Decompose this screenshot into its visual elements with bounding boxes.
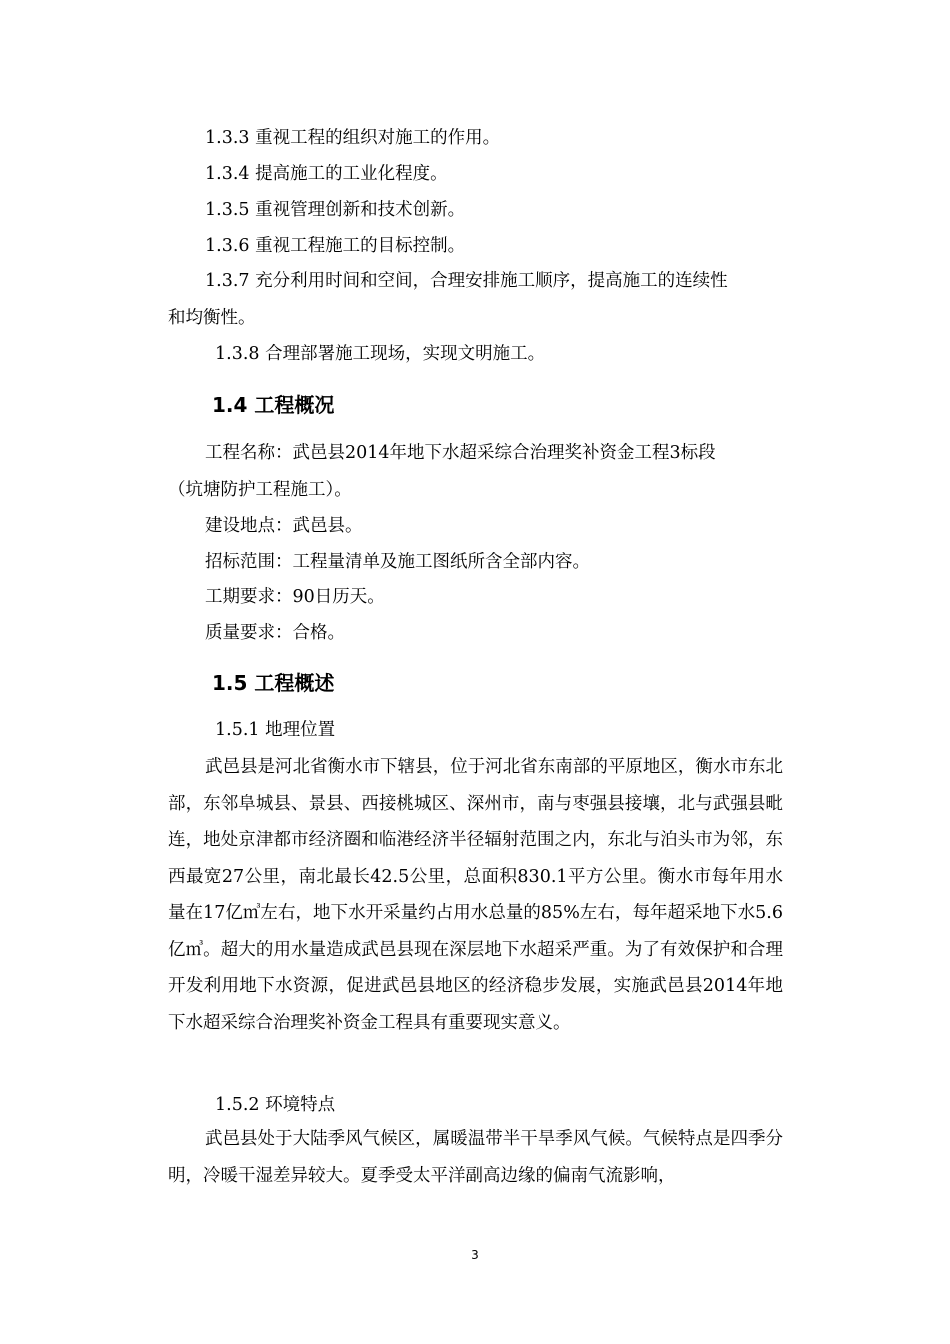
item-1-3-5: 1.3.5 重视管理创新和技术创新。 (205, 200, 466, 220)
page-number: 3 (471, 1248, 479, 1262)
section-1-4-heading: 1.4 工程概况 (212, 393, 335, 417)
project-name-line-2: （坑塘防护工程施工）。 (168, 480, 352, 500)
item-1-3-6: 1.3.6 重视工程施工的目标控制。 (205, 236, 466, 256)
item-1-3-3: 1.3.3 重视工程的组织对施工的作用。 (205, 128, 501, 148)
subsection-1-5-2-heading: 1.5.2 环境特点 (215, 1095, 336, 1115)
section-1-5-heading: 1.5 工程概述 (212, 671, 335, 695)
item-1-3-4: 1.3.4 提高施工的工业化程度。 (205, 164, 448, 184)
item-1-3-7-continued: 和均衡性。 (168, 308, 256, 328)
project-name-line-1: 工程名称：武邑县2014年地下水超采综合治理奖补资金工程3标段 (205, 443, 716, 463)
bidding-scope: 招标范围：工程量清单及施工图纸所含全部内容。 (205, 552, 590, 572)
construction-location: 建设地点：武邑县。 (205, 516, 363, 536)
quality-requirement: 质量要求：合格。 (205, 623, 345, 643)
item-1-3-7: 1.3.7 充分利用时间和空间，合理安排施工顺序，提高施工的连续性 (205, 271, 728, 291)
item-1-3-8: 1.3.8 合理部署施工现场，实现文明施工。 (215, 344, 546, 364)
subsection-1-5-1-heading: 1.5.1 地理位置 (215, 720, 336, 740)
environment-paragraph: 武邑县处于大陆季风气候区，属暖温带半干旱季风气候。气候特点是四季分明，冷暖干湿差异较大。夏季受太平洋副高边缘的偏南气流影响， (168, 1129, 783, 1186)
duration-requirement: 工期要求：90日历天。 (205, 587, 385, 607)
geographic-location-paragraph: 武邑县是河北省衡水市下辖县，位于河北省东南部的平原地区，衡水市东北部，东邻阜城县、景县、西接桃城区、深州市，南与枣强县接壤，北与武强县毗连，地处京津都市经济圈和临港经济半径辐射范围之内，东北与泊头市为邻，东西最宽27公里，南北最长42.5公里，总面积830.1平方公里。衡水市每年用水量在17亿㎥左右，地下水开采量约占用水总量的85%左右，每年超采地下水5.6亿㎥。超大的用水量造成武邑县现在深层地下水超采严重。为了有效保护和合理开发利用地下水资源，促进武邑县地区的经济稳步发展，实施武邑县2014年地下水超采综合治理奖补资金工程具有重要现实意义。 (168, 757, 783, 1033)
